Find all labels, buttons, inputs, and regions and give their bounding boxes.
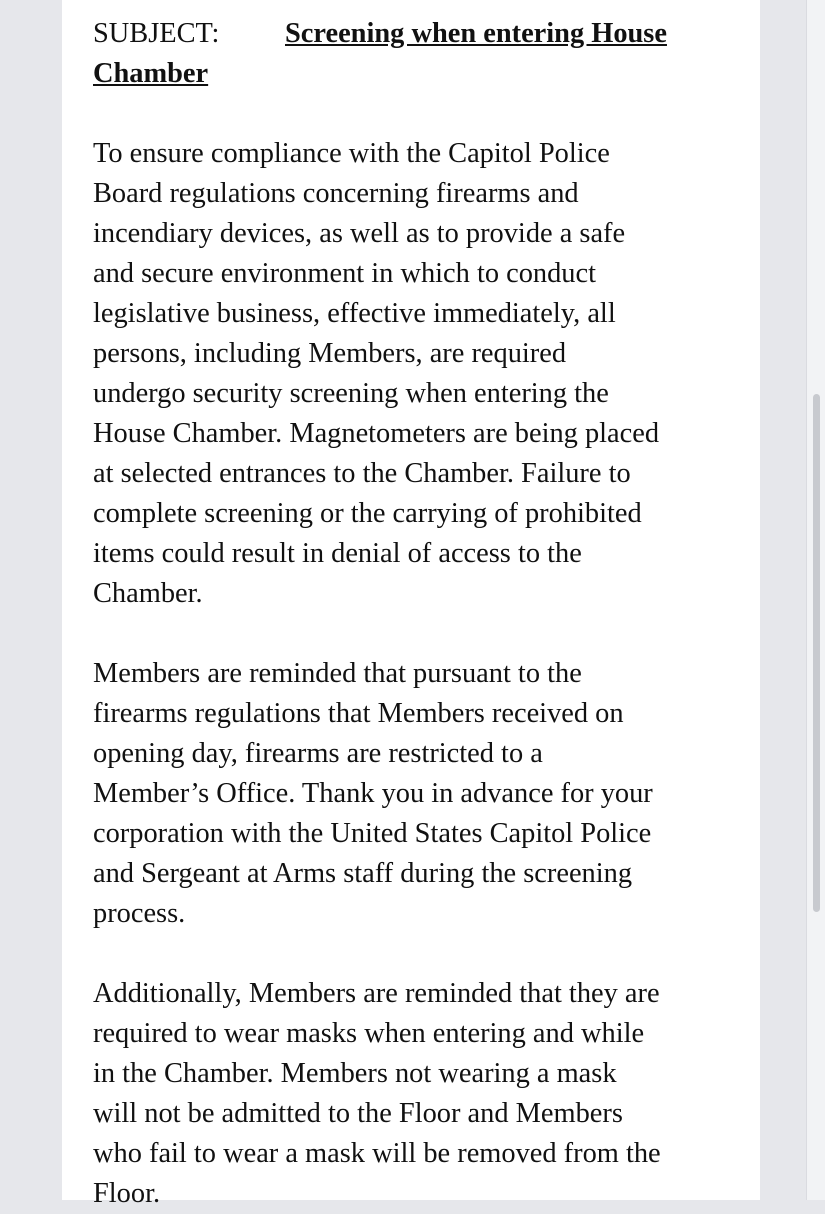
text-line: at selected entrances to the Chamber. Failure to xyxy=(93,458,631,489)
scrollbar-thumb[interactable] xyxy=(813,394,820,912)
text-line: persons, including Members, are required xyxy=(93,338,567,369)
subject-title-line1: Screening when entering House xyxy=(285,18,667,49)
text-line: process. xyxy=(93,898,186,929)
text-line: complete screening or the carrying of prohibited xyxy=(93,498,642,529)
text-line: who fail to wear a mask will be removed from the xyxy=(93,1138,661,1169)
subject-label: SUBJECT: xyxy=(93,18,220,49)
text-line: Floor. xyxy=(93,1178,161,1209)
memo-body xyxy=(93,14,753,1214)
text-line: To ensure compliance with the Capitol Police xyxy=(93,138,610,169)
paragraph-screening xyxy=(93,134,753,614)
text-line: undergo security screening when entering the xyxy=(93,378,609,409)
text-line: in the Chamber. Members not wearing a mask xyxy=(93,1058,617,1089)
text-line: will not be admitted to the Floor and Members xyxy=(93,1098,623,1129)
text-line: Member’s Office. Thank you in advance for your xyxy=(93,778,653,809)
text-line: corporation with the United States Capitol Police xyxy=(93,818,652,849)
text-line: opening day, firearms are restricted to a xyxy=(93,738,543,769)
text-line: and secure environment in which to conduct xyxy=(93,258,596,289)
subject-title-line2: Chamber xyxy=(93,58,209,89)
text-line: firearms regulations that Members received on xyxy=(93,698,624,729)
text-line: and Sergeant at Arms staff during the screening xyxy=(93,858,633,889)
text-line: House Chamber. Magnetometers are being placed xyxy=(93,418,660,449)
text-line: Chamber. xyxy=(93,578,203,609)
subject-line xyxy=(93,14,753,94)
text-line: incendiary devices, as well as to provide a safe xyxy=(93,218,626,249)
paragraph-firearms xyxy=(93,654,753,934)
text-line: Additionally, Members are reminded that they are xyxy=(93,978,660,1009)
text-line: required to wear masks when entering and while xyxy=(93,1018,645,1049)
text-line: Members are reminded that pursuant to the xyxy=(93,658,582,689)
text-line: Board regulations concerning firearms and xyxy=(93,178,579,209)
text-line: items could result in denial of access to the xyxy=(93,538,582,569)
text-line: legislative business, effective immediately, all xyxy=(93,298,616,329)
paragraph-masks xyxy=(93,974,753,1214)
